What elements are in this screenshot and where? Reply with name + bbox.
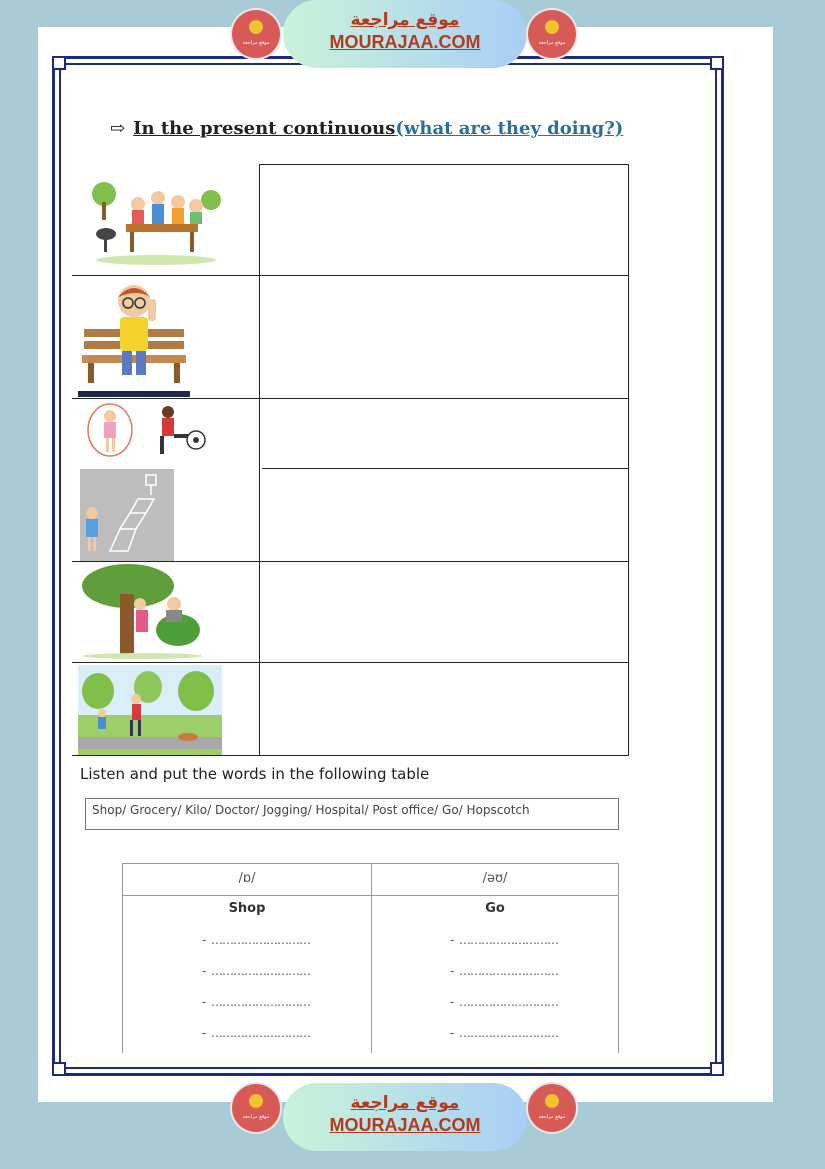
brand-badge-top[interactable] xyxy=(283,0,527,68)
brand-arabic: موقع مراجعة xyxy=(350,1093,460,1113)
column-header-ou: /əʊ/ xyxy=(371,863,619,896)
answer-blank[interactable]: - ……………………… xyxy=(202,964,310,978)
example-word-go: Go xyxy=(485,901,505,916)
exercise1-title: ⇨ In the present continuous(what are they doing?) xyxy=(110,118,624,139)
picnic-illustration xyxy=(86,172,226,270)
hopscotch-illustration xyxy=(80,469,174,561)
brand-latin: MOURAJAA.COM xyxy=(329,1115,481,1135)
answer-blank[interactable]: - ……………………… xyxy=(450,995,558,1009)
boy-on-bench-illustration xyxy=(78,279,190,397)
answer-blank[interactable]: - ……………………… xyxy=(202,933,310,947)
border-corner xyxy=(52,1062,66,1076)
brand-latin: MOURAJAA.COM xyxy=(329,32,481,52)
column-header-o: /ɒ/ xyxy=(122,863,372,896)
example-word-shop: Shop xyxy=(228,901,266,916)
exercise2-title: Listen and put the words in the following table xyxy=(80,765,430,783)
brand-badge-bottom[interactable] xyxy=(283,1083,527,1151)
brand-logo-icon: موقع مراجعة xyxy=(528,10,576,58)
word-list-box: Shop/ Grocery/ Kilo/ Doctor/ Jogging/ Hospital/ Post office/ Go/ Hopscotch xyxy=(85,798,619,830)
answer-blank[interactable]: - ……………………… xyxy=(450,964,558,978)
brand-logo-icon: موقع مراجعة xyxy=(528,1084,576,1132)
skipping-and-football-illustration xyxy=(82,402,207,466)
brand-logo-icon: موقع مراجعة xyxy=(232,10,280,58)
jogging-in-park-illustration xyxy=(78,665,222,755)
exercise1-table xyxy=(72,164,629,756)
arrow-icon: ⇨ xyxy=(110,118,126,139)
border-corner xyxy=(52,56,66,70)
sound-sorting-table xyxy=(122,863,619,1053)
answer-blank[interactable]: - ……………………… xyxy=(450,933,558,947)
border-corner xyxy=(710,56,724,70)
answer-blank[interactable]: - ……………………… xyxy=(202,995,310,1009)
hide-and-seek-illustration xyxy=(80,564,204,659)
brand-arabic: موقع مراجعة xyxy=(350,10,460,30)
brand-logo-icon: موقع مراجعة xyxy=(232,1084,280,1132)
answer-blank[interactable]: - ……………………… xyxy=(450,1026,558,1040)
border-corner xyxy=(710,1062,724,1076)
answer-blank[interactable]: - ……………………… xyxy=(202,1026,310,1040)
